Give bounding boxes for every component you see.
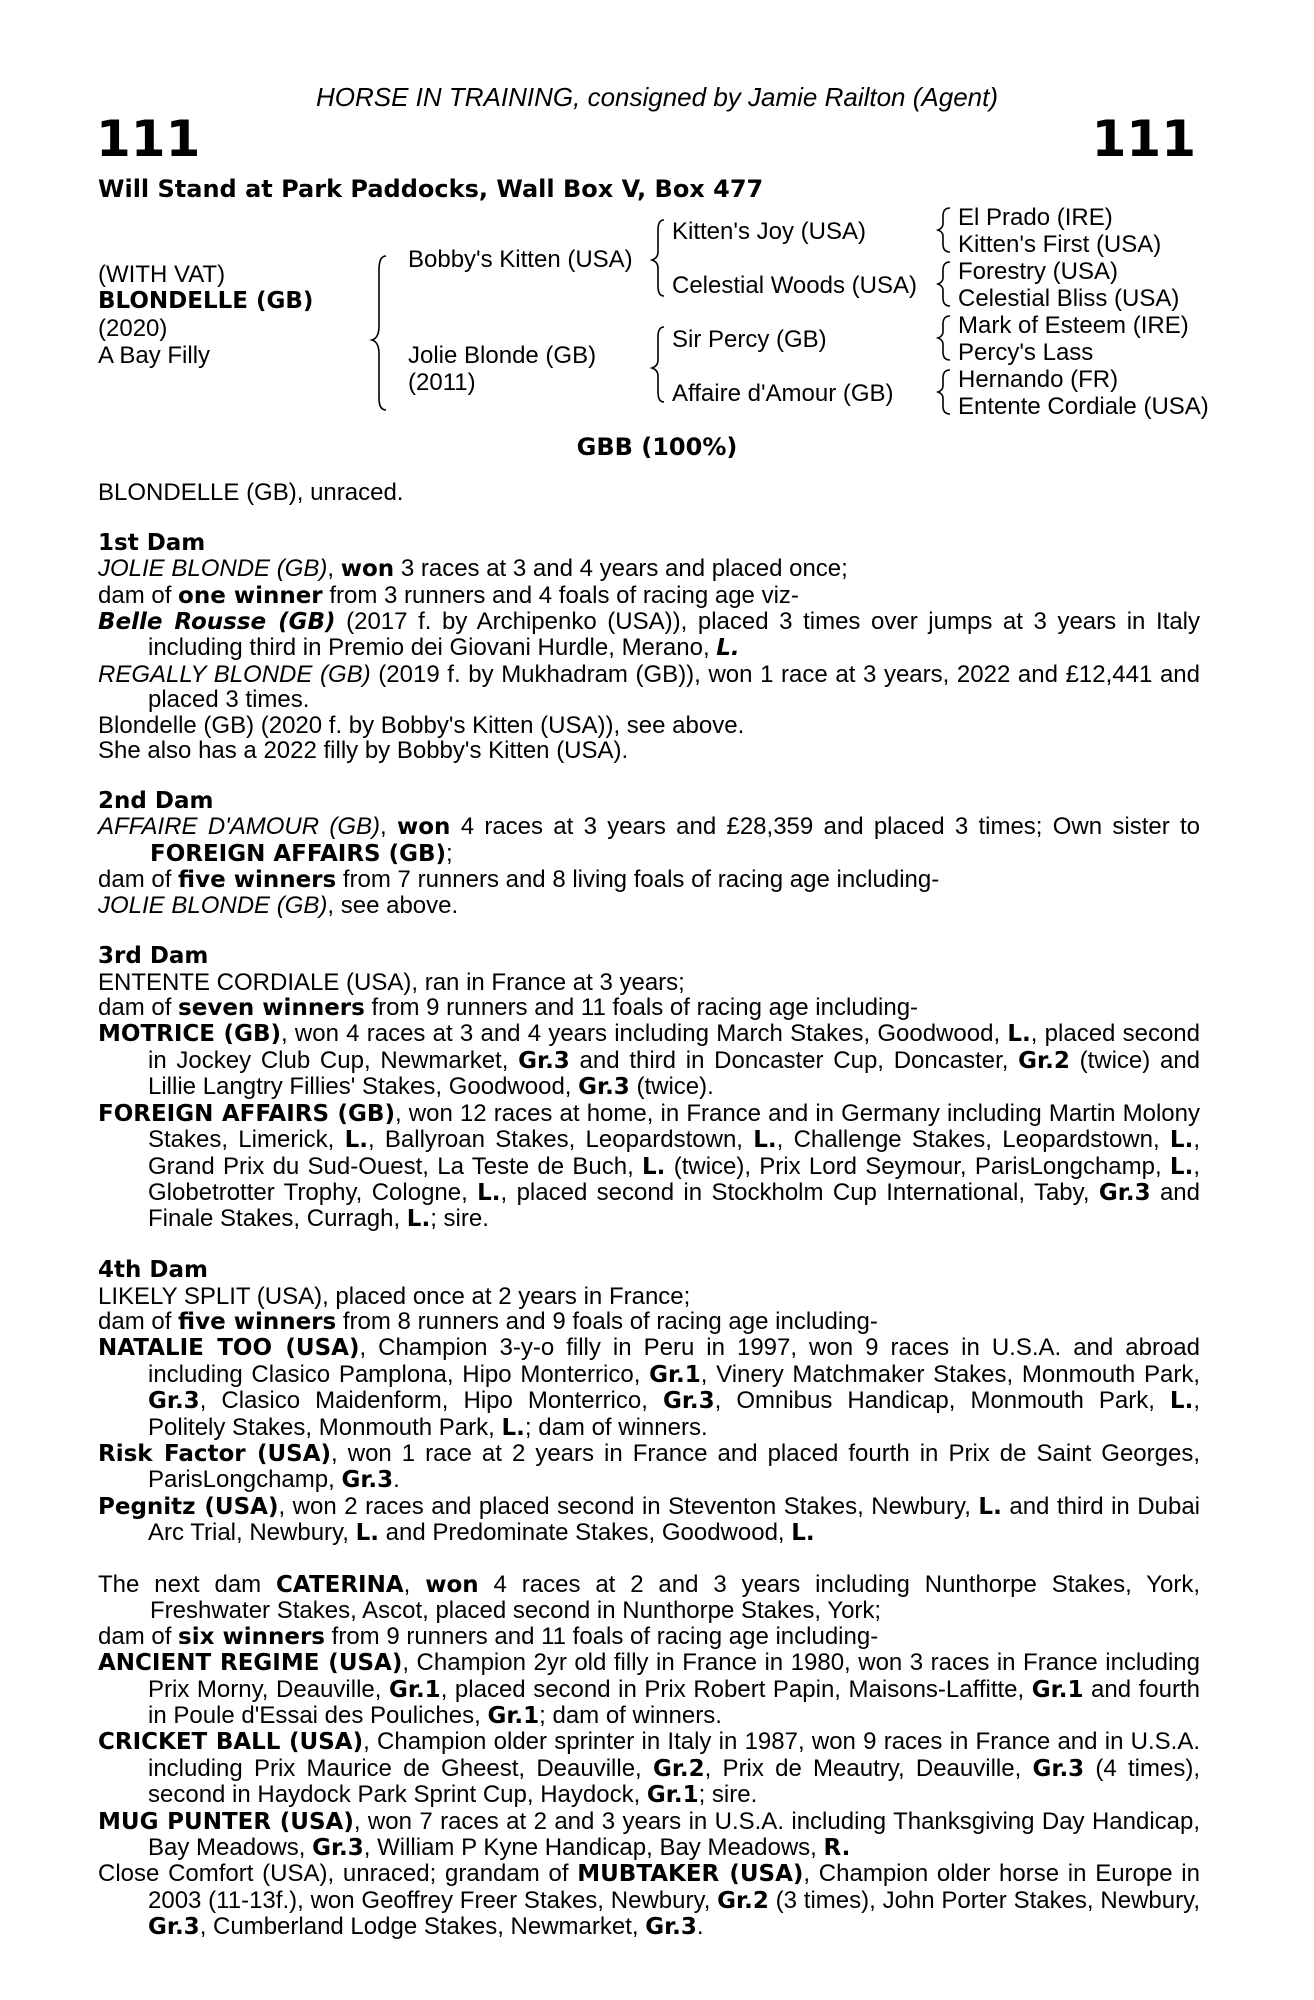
- dam4-progeny-pegnitz: Pegnitz (USA), won 2 races and placed second in Steventon Stakes, Newbury, L. and third in Dubai Arc Trial, Newbury, L. and Predominate Stakes, Goodwood, L.: [98, 1492, 1200, 1547]
- next-dam-line1: The next dam CATERINA, won 4 races at 2 and 3 years including Nunthorpe Stakes, York, Freshwater Stakes, Ascot, placed second in Nunthorpe Stakes, York;: [98, 1570, 1200, 1625]
- pedigree-sire-sire: Kitten's Joy (USA): [672, 218, 866, 245]
- dam1-line1: JOLIE BLONDE (GB), won 3 races at 3 and 4 years and placed once;: [98, 555, 848, 583]
- dam4-heading: 4th Dam: [98, 1257, 208, 1284]
- brace-g3: [938, 316, 950, 360]
- dam1-line2: dam of one winner from 3 runners and 4 foals of racing age viz-: [98, 581, 799, 609]
- pedigree-gg6: Percy's Lass: [958, 339, 1094, 366]
- pedigree-gg7: Hernando (FR): [958, 366, 1119, 393]
- dam1-note: She also has a 2022 filly by Bobby's Kitten (USA).: [98, 737, 629, 765]
- pedigree-dam-sire: Sir Percy (GB): [672, 326, 827, 353]
- dam2-line1: AFFAIRE D'AMOUR (GB), won 4 races at 3 years and £28,359 and placed 3 times; Own sister to FOREIGN AFFAIRS (GB);: [98, 813, 1200, 867]
- pedigree-sire: Bobby's Kitten (USA): [408, 246, 633, 273]
- dam3-line1: ENTENTE CORDIALE (USA), ran in France at 3 years;: [98, 968, 685, 996]
- horse-year: (2020): [98, 315, 168, 342]
- stand-location: Will Stand at Park Paddocks, Wall Box V, Box 477: [98, 175, 764, 203]
- dam4-progeny-risk-factor: Risk Factor (USA), won 1 race at 2 years in France and placed fourth in Prix de Saint Georges, ParisLongchamp, Gr.3.: [98, 1439, 1200, 1494]
- dam3-progeny-motrice: MOTRICE (GB), won 4 races at 3 and 4 years including March Stakes, Goodwood, L., placed second in Jockey Club Cup, Newmarket, Gr.3 and third in Doncaster Cup, Doncaster, Gr.2 (twice) and Lillie Langtry Fillies' Stakes, Goodwood, Gr.3 (twice).: [98, 1020, 1201, 1101]
- brace-main: [372, 256, 386, 410]
- pedigree-gg4: Celestial Bliss (USA): [958, 285, 1180, 312]
- dam1-progeny-1: Belle Rousse (GB) (2017 f. by Archipenko (USA)), placed 3 times over jumps at 3 years in Italy including third in Premio dei Giovani Hurdle, Merano, L.: [98, 608, 1201, 662]
- brace-sire: [652, 220, 664, 296]
- brace-g1: [938, 208, 950, 252]
- gbb-rating: GBB (100%): [576, 433, 738, 461]
- pedigree-dam-dam: Affaire d'Amour (GB): [672, 380, 894, 407]
- pedigree-gg8: Entente Cordiale (USA): [958, 393, 1209, 420]
- dam1-heading: 1st Dam: [98, 529, 206, 556]
- pedigree-dam: Jolie Blonde (GB): [408, 342, 597, 369]
- next-dam-progeny-mug-punter: MUG PUNTER (USA), won 7 races at 2 and 3 years in U.S.A. including Thanksgiving Day Handicap, Bay Meadows, Gr.3, William P Kyne Handicap, Bay Meadows, R.: [98, 1807, 1201, 1862]
- next-dam-line2: dam of six winners from 9 runners and 11 foals of racing age including-: [98, 1622, 879, 1650]
- dam3-progeny-foreign-affairs: FOREIGN AFFAIRS (GB), won 12 races at home, in France and in Germany including Martin Molony Stakes, Limerick, L., Ballyroan Stakes, Leopardstown, L., Challenge Stakes, Leopardstown, L., Grand Prix du Sud-Ouest, La Teste de Buch, L. (twice), Prix Lord Seymour, ParisLongchamp, L., Globetrotter Trophy, Cologne, L., placed second in Stockholm Cup International, Taby, Gr.3 and Finale Stakes, Curragh, L.; sire.: [98, 1099, 1200, 1233]
- lot-number-right: 111: [1091, 110, 1196, 168]
- pedigree-gg3: Forestry (USA): [958, 258, 1119, 285]
- dam4-line2: dam of five winners from 8 runners and 9 foals of racing age including-: [98, 1307, 878, 1335]
- pedigree-gg5: Mark of Esteem (IRE): [958, 312, 1189, 339]
- dam2-heading: 2nd Dam: [98, 787, 214, 814]
- vat-note: (WITH VAT): [98, 261, 226, 288]
- dam4-line1: LIKELY SPLIT (USA), placed once at 2 years in France;: [98, 1282, 691, 1310]
- catalogue-body: [98, 480, 1200, 1941]
- brace-dam: [652, 327, 664, 402]
- pedigree-gg1: El Prado (IRE): [958, 204, 1113, 231]
- horse-name: BLONDELLE (GB): [98, 288, 314, 314]
- next-dam-progeny-cricket-ball: CRICKET BALL (USA), Champion older sprinter in Italy in 1987, won 9 races in France and in U.S.A. including Prix Maurice de Gheest, Deauville, Gr.2, Prix de Meautry, Deauville, Gr.3 (4 times), second in Haydock Park Sprint Cup, Haydock, Gr.1; sire.: [98, 1728, 1200, 1809]
- dam3-heading: 3rd Dam: [98, 943, 209, 970]
- dam2-line2: dam of five winners from 7 runners and 8 living foals of racing age including-: [98, 866, 940, 894]
- dam1-progeny-3: Blondelle (GB) (2020 f. by Bobby's Kitten (USA)), see above.: [98, 711, 745, 739]
- dam4-progeny-natalie-too: NATALIE TOO (USA), Champion 3-y-o filly in Peru in 1997, won 9 races in U.S.A. and abroad including Clasico Pamplona, Hipo Monterrico, Gr.1, Vinery Matchmaker Stakes, Monmouth Park, Gr.3, Clasico Maidenform, Hipo Monterrico, Gr.3, Omnibus Handicap, Monmouth Park, L., Politely Stakes, Monmouth Park, L.; dam of winners.: [98, 1334, 1200, 1441]
- next-dam-progeny-close-comfort: Close Comfort (USA), unraced; grandam of MUBTAKER (USA), Champion older horse in Europe in 2003 (11-13f.), won Geoffrey Freer Stakes, Newbury, Gr.2 (3 times), John Porter Stakes, Newbury, Gr.3, Cumberland Lodge Stakes, Newmarket, Gr.3.: [98, 1860, 1200, 1941]
- intro-line: BLONDELLE (GB), unraced.: [98, 479, 404, 506]
- dam2-progeny-1: JOLIE BLONDE (GB), see above.: [98, 892, 459, 920]
- pedigree-sire-dam: Celestial Woods (USA): [672, 272, 917, 299]
- page-header-title: HORSE IN TRAINING, consigned by Jamie Railton (Agent): [315, 82, 999, 112]
- dam3-line2: dam of seven winners from 9 runners and 11 foals of racing age including-: [98, 994, 919, 1022]
- next-dam-progeny-ancient-regime: ANCIENT REGIME (USA), Champion 2yr old filly in France in 1980, won 3 races in France including Prix Morny, Deauville, Gr.1, placed second in Prix Robert Papin, Maisons-Laffitte, Gr.1 and fourth in Poule d'Essai des Pouliches, Gr.1; dam of winners.: [98, 1649, 1201, 1730]
- lot-number-left: 111: [96, 110, 201, 168]
- pedigree-dam-year: (2011): [408, 369, 476, 396]
- pedigree-gg2: Kitten's First (USA): [958, 231, 1162, 258]
- brace-g2: [938, 262, 950, 306]
- brace-g4: [938, 370, 950, 414]
- dam1-progeny-2: REGALLY BLONDE (GB) (2019 f. by Mukhadram (GB)), won 1 race at 3 years, 2022 and £12,441 and placed 3 times.: [98, 660, 1200, 714]
- horse-description: A Bay Filly: [98, 342, 211, 369]
